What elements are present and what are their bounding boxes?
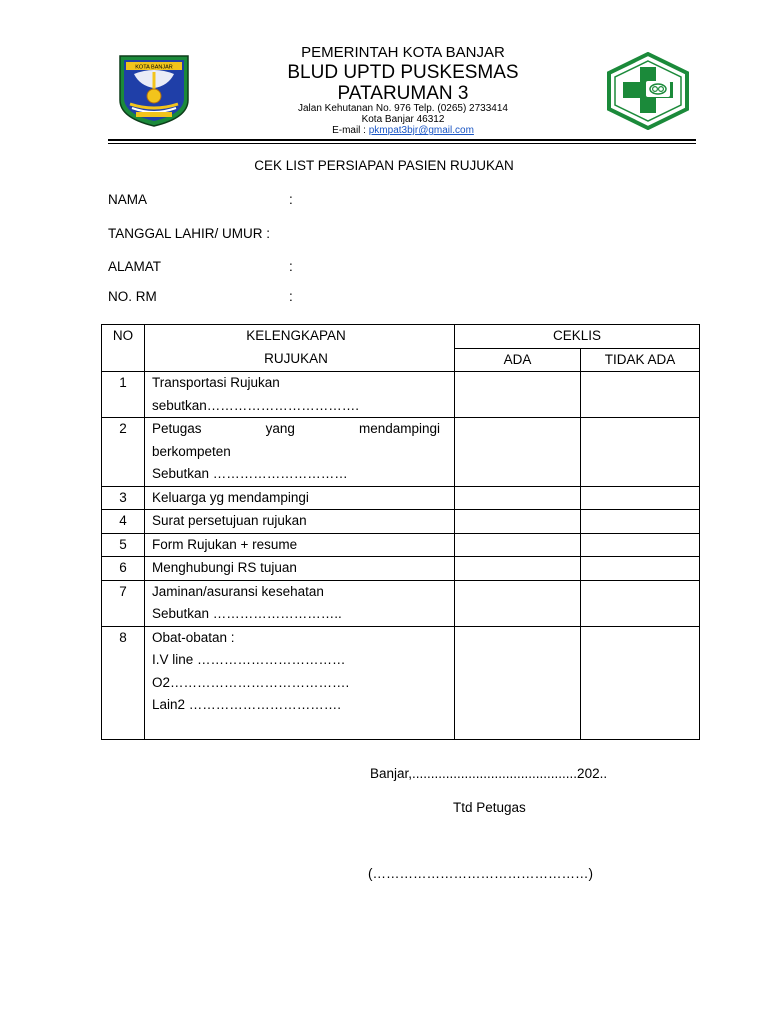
field-colon-alamat: : bbox=[289, 259, 293, 274]
table-header-row bbox=[102, 325, 700, 349]
check-ada-cell[interactable] bbox=[455, 580, 581, 626]
field-colon-nama: : bbox=[289, 192, 293, 207]
header-kelengkapan: KELENGKAPAN RUJUKAN bbox=[145, 325, 455, 372]
check-ada-cell[interactable] bbox=[455, 372, 581, 418]
check-tidak-ada-cell[interactable] bbox=[581, 418, 700, 487]
check-ada-cell[interactable] bbox=[455, 557, 581, 581]
table-row bbox=[102, 580, 700, 626]
header-government: PEMERINTAH KOTA BANJAR bbox=[301, 44, 505, 61]
check-ada-cell[interactable] bbox=[455, 626, 581, 739]
header-rule-thick bbox=[108, 139, 696, 141]
field-label-no-rm: NO. RM bbox=[108, 289, 157, 304]
header-puskesmas-name: PATARUMAN 3 bbox=[337, 83, 469, 104]
row-item: Obat-obatan : I.V line …………………………… O2…………………………………. Lain2 ……………………………. bbox=[145, 626, 455, 739]
row-number: 6 bbox=[102, 557, 145, 581]
row-item: Form Rujukan + resume bbox=[145, 533, 455, 557]
table-row bbox=[102, 510, 700, 534]
field-colon-no-rm: : bbox=[289, 289, 293, 304]
email-label: E-mail : bbox=[332, 125, 369, 136]
row-number: 8 bbox=[102, 626, 145, 739]
signature-line: (…………………………………………) bbox=[368, 866, 593, 881]
row-number: 7 bbox=[102, 580, 145, 626]
check-ada-cell[interactable] bbox=[455, 418, 581, 487]
place-date-line: Banjar,............................................202.. bbox=[370, 766, 608, 781]
header-no: NO bbox=[102, 325, 145, 372]
check-tidak-ada-cell[interactable] bbox=[581, 580, 700, 626]
field-label-tanggal-lahir: TANGGAL LAHIR/ UMUR : bbox=[108, 226, 271, 241]
row-number: 1 bbox=[102, 372, 145, 418]
row-item: Transportasi Rujukan sebutkan……………………………. bbox=[145, 372, 455, 418]
header-city: Kota Banjar 46312 bbox=[361, 114, 445, 125]
row-number: 5 bbox=[102, 533, 145, 557]
row-number: 3 bbox=[102, 486, 145, 510]
email-link[interactable]: pkmpat3bjr@gmail.com bbox=[368, 125, 474, 136]
header-address: Jalan Kehutanan No. 976 Telp. (0265) 2733414 bbox=[298, 103, 508, 114]
check-tidak-ada-cell[interactable] bbox=[581, 372, 700, 418]
header-ada: ADA bbox=[455, 348, 581, 372]
checklist-table bbox=[101, 324, 700, 740]
logo-text: KOTA BANJAR bbox=[135, 64, 173, 71]
check-tidak-ada-cell[interactable] bbox=[581, 533, 700, 557]
row-item: Menghubungi RS tujuan bbox=[145, 557, 455, 581]
check-ada-cell[interactable] bbox=[455, 533, 581, 557]
table-row bbox=[102, 533, 700, 557]
header-ceklis: CEKLIS bbox=[455, 325, 700, 349]
puskesmas-logo bbox=[606, 52, 690, 130]
justified-line: Petugas yang mendampingi bbox=[152, 421, 440, 436]
check-tidak-ada-cell[interactable] bbox=[581, 510, 700, 534]
header-institution: BLUD UPTD PUSKESMAS bbox=[287, 62, 519, 83]
row-item: Petugas yang mendampingi berkompeten Sebutkan ………………………… bbox=[145, 418, 455, 487]
check-ada-cell[interactable] bbox=[455, 486, 581, 510]
document-title: CEK LIST PERSIAPAN PASIEN RUJUKAN bbox=[254, 158, 514, 173]
table-row bbox=[102, 486, 700, 510]
row-number: 2 bbox=[102, 418, 145, 487]
check-tidak-ada-cell[interactable] bbox=[581, 486, 700, 510]
table-row bbox=[102, 557, 700, 581]
table-row bbox=[102, 626, 700, 739]
row-item: Surat persetujuan rujukan bbox=[145, 510, 455, 534]
row-item: Keluarga yg mendampingi bbox=[145, 486, 455, 510]
header-email bbox=[200, 126, 606, 136]
check-tidak-ada-cell[interactable] bbox=[581, 626, 700, 739]
header-tidak-ada: TIDAK ADA bbox=[581, 348, 700, 372]
row-number: 4 bbox=[102, 510, 145, 534]
check-tidak-ada-cell[interactable] bbox=[581, 557, 700, 581]
row-item: Jaminan/asuransi kesehatan Sebutkan ……………………….. bbox=[145, 580, 455, 626]
field-label-alamat: ALAMAT bbox=[108, 259, 162, 274]
header-rule-thin bbox=[108, 143, 696, 144]
table-row bbox=[102, 418, 700, 487]
table-row bbox=[102, 372, 700, 418]
field-label-nama: NAMA bbox=[108, 192, 148, 207]
kota-banjar-emblem-logo bbox=[116, 52, 192, 128]
check-ada-cell[interactable] bbox=[455, 510, 581, 534]
signed-by-label: Ttd Petugas bbox=[453, 800, 526, 815]
